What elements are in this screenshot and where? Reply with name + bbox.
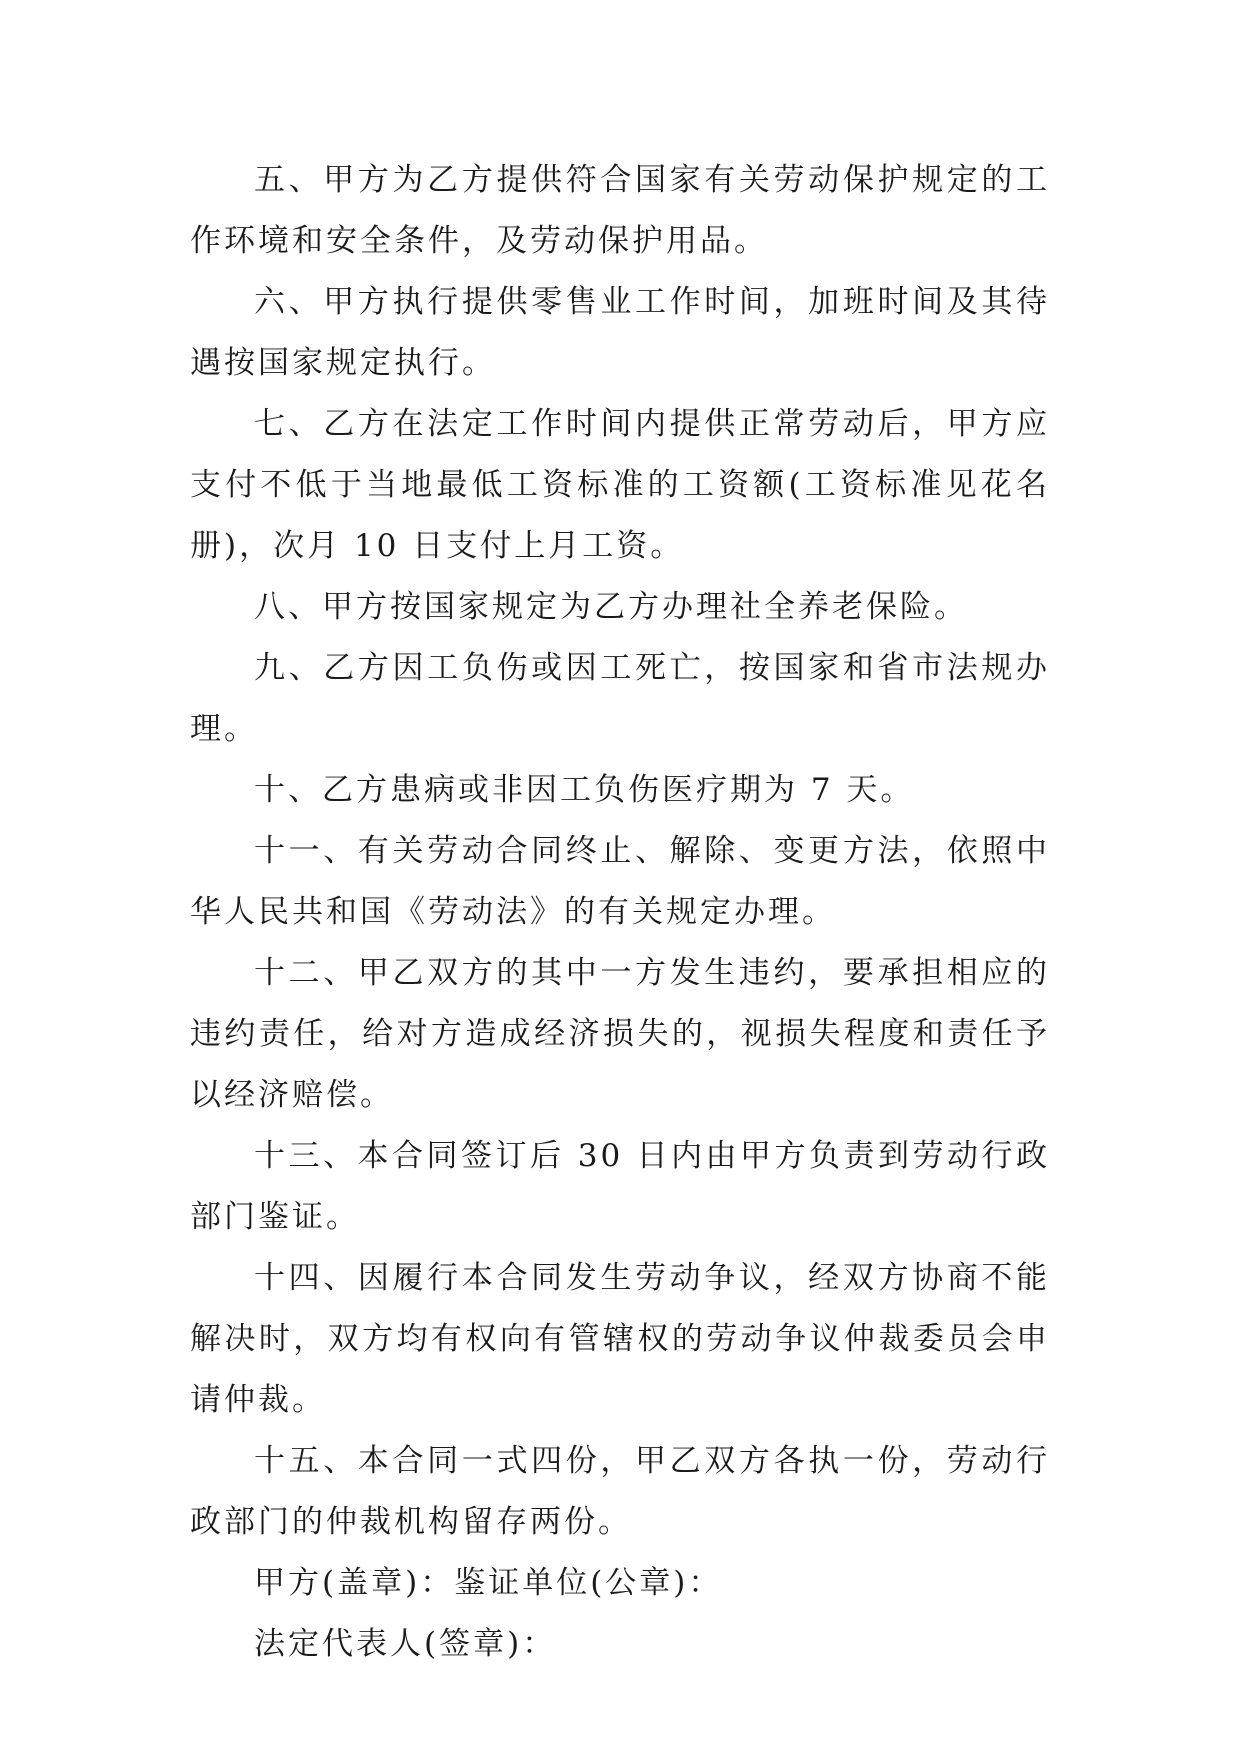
party-a-seal-line: 甲方(盖章)：鉴证单位(公章)：	[254, 1565, 723, 1601]
clause-11: 十一、有关劳动合同终止、解除、变更方法，依照中华人民共和国《劳动法》的有关规定办理。	[190, 833, 1050, 930]
clause-5: 五、甲方为乙方提供符合国家有关劳动保护规定的工作环境和安全条件，及劳动保护用品。	[190, 162, 1050, 259]
clause-10: 十、乙方患病或非因工负伤医疗期为 7 天。	[254, 772, 915, 808]
clause-13: 十三、本合同签订后 30 日内由甲方负责到劳动行政部门鉴证。	[190, 1138, 1050, 1235]
clause-8: 八、甲方按国家规定为乙方办理社全养老保险。	[254, 589, 968, 625]
clause-7: 七、乙方在法定工作时间内提供正常劳动后，甲方应支付不低于当地最低工资标准的工资额(工资标准见花名册)，次月 10 日支付上月工资。	[190, 406, 1050, 564]
clause-14: 十四、因履行本合同发生劳动争议，经双方协商不能解决时，双方均有权向有管辖权的劳动争议仲裁委员会申请仲裁。	[190, 1260, 1050, 1418]
clause-15: 十五、本合同一式四份，甲乙双方各执一份，劳动行政部门的仲裁机构留存两份。	[190, 1443, 1050, 1540]
clause-6: 六、甲方执行提供零售业工作时间，加班时间及其待遇按国家规定执行。	[190, 284, 1050, 381]
clause-12: 十二、甲乙双方的其中一方发生违约，要承担相应的违约责任，给对方造成经济损失的，视损失程度和责任予以经济赔偿。	[190, 955, 1050, 1113]
clause-9: 九、乙方因工负伤或因工死亡，按国家和省市法规办理。	[190, 650, 1050, 747]
document-page	[190, 150, 1050, 1675]
legal-representative-line: 法定代表人(签章)：	[254, 1626, 557, 1662]
